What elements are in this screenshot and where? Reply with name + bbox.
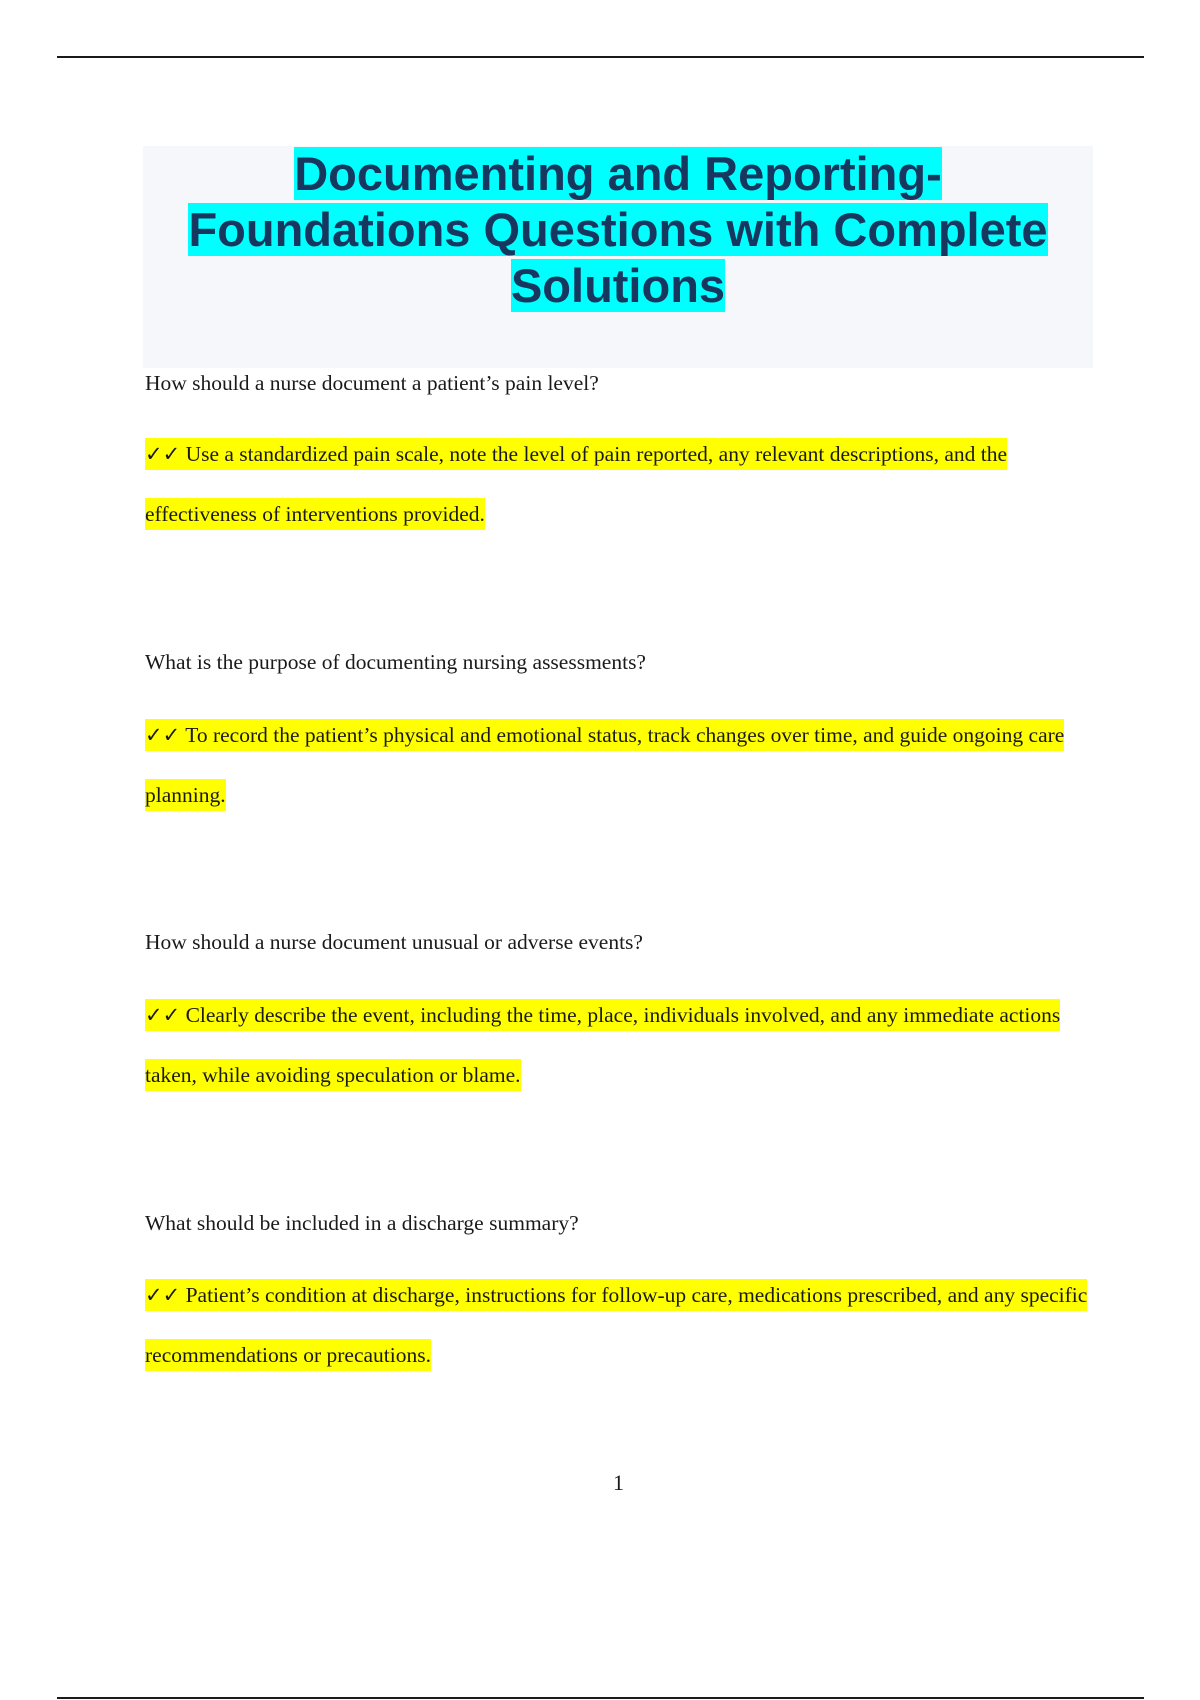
answer-highlight <box>145 999 1060 1091</box>
answer-body: Clearly describe the event, including the time, place, individuals involved, and any immediate actions taken, while avoiding speculation or blame. <box>145 1003 1061 1087</box>
question-text: How should a nurse document a patient’s pain level? <box>145 371 599 395</box>
answer-text <box>145 985 1095 1105</box>
answer-highlight <box>145 438 1007 530</box>
check-icon: ✓✓ <box>145 723 181 747</box>
document-title <box>143 146 1093 314</box>
title-block <box>143 146 1093 368</box>
answer-body: Use a standardized pain scale, note the level of pain reported, any relevant descriptions, and the effectiveness of interventions provided. <box>145 442 1008 526</box>
answer-highlight <box>145 719 1064 811</box>
answer-text <box>145 1265 1095 1385</box>
answer-body: Patient’s condition at discharge, instructions for follow-up care, medications prescribed, and any specific recommendations or precautions. <box>145 1283 1088 1367</box>
title-line: Solutions <box>510 259 726 312</box>
answer-text <box>145 705 1095 825</box>
page-number: 1 <box>613 1470 624 1495</box>
answer-text <box>145 424 1095 544</box>
question-text: What is the purpose of documenting nursing assessments? <box>145 650 646 674</box>
question-text: What should be included in a discharge summary? <box>145 1211 579 1235</box>
check-icon: ✓✓ <box>145 1003 181 1027</box>
answer-highlight <box>145 1279 1087 1371</box>
question-text: How should a nurse document unusual or adverse events? <box>145 930 643 954</box>
top-rule <box>57 56 1144 58</box>
title-line: Documenting and Reporting- <box>294 147 942 200</box>
bottom-rule <box>57 1697 1144 1699</box>
check-icon: ✓✓ <box>145 1283 181 1307</box>
check-icon: ✓✓ <box>145 442 181 466</box>
answer-body: To record the patient’s physical and emotional status, track changes over time, and guide ongoing care planning. <box>145 723 1065 807</box>
title-line: Foundations Questions with Complete <box>188 203 1048 256</box>
